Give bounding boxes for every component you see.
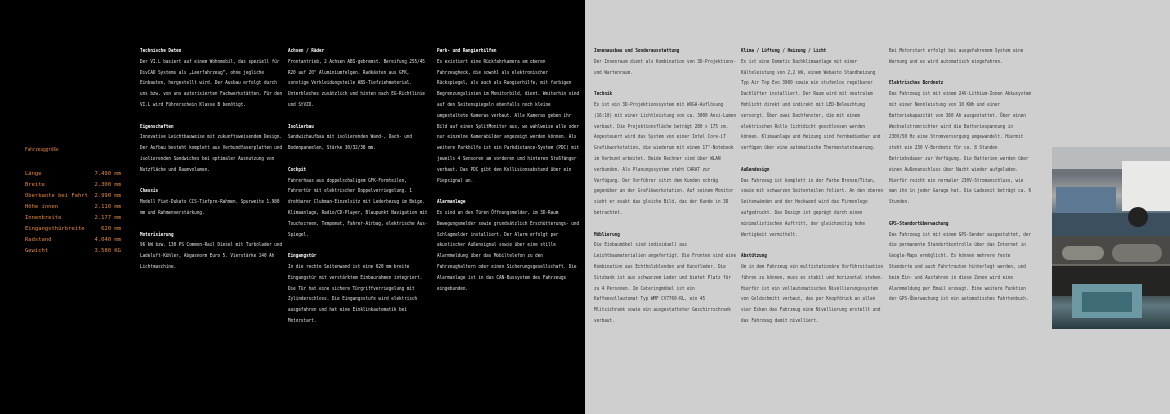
section-text: Bei Motorstart erfolgt bei ausgefahrenem System eine Warnung und es wird automatisch eingefahren.	[889, 48, 1024, 65]
section-text: 96 kW bzw. 130 PS Common-Rail Diesel mit Turbolader und Ladeluft-Kühler, Abgasnorm Euro 5. Vierstärke 140 Ah Lichtmaschine.	[140, 242, 283, 270]
left-column-1	[140, 46, 284, 284]
spec-row: Oberkante bei Fahrt 2.990 mm	[25, 193, 121, 200]
spec-row: Breite 2.300 mm	[25, 182, 121, 189]
section-text: Der VI.L basiert auf einem Wohnmobil, das speziell für DivCAD Systems als „Leerfahrzeug“, ohne jegliche Einbauten, hergestellt wird. Der Ausbau erfolgt durch uns bzw. von uns autorisierten Fachwerkstätten. Für den VI.L wird Führerschein Klasse B benötigt.	[140, 58, 283, 108]
vehicle-workshop-photo	[1052, 147, 1170, 236]
section-heading: Alarmanlage	[437, 199, 466, 206]
section-heading: Möblierung	[594, 231, 620, 238]
spec-row: Eingangsthürbreite 620 mm	[25, 226, 121, 233]
right-column-2	[741, 46, 885, 338]
vehicle-interior-photo	[1052, 236, 1170, 329]
section-text: Fahrerhaus aus doppelschaligem GFK-Formteilen, Fahrertür mit elektrischer Doppelverriegelung. 1 drehbarer Clubman-Einzelsitz mit Lederbezug im Beige. Klimaanlage, Radio/CD-Player, Blaupunkt Navigation mit Touchscreen, Tempomat, Fahrer-Airbag, elektrische Aus-Spiegel.	[288, 177, 428, 238]
right-column-3	[889, 46, 1033, 316]
spec-row: Gewicht 3.580 KG	[25, 248, 121, 255]
spec-row: Radstand 4.040 mm	[25, 237, 121, 244]
section-text: Die Einbaumöbel sind individuell aus Leichtbaumaterialien angefertigt. Die Fronten sind eine Kombination aus Echtholzblenden und Kunstleder. Die Sitzbank ist aus schwarzem Leder und bietet Platz für zu 4 Personen. Im Cateringmöbel ist ein Kaffeevollautomat Typ WMF CV7760-RL, ein 45 Mlitsichrank sowie ein ausgestatteter Geschirrschrank verbaut.	[594, 242, 737, 324]
section-text: Es existiert eine Rückfahrkamera am oberen Fahrzeugheck, die sowohl als elektronischer Rückspiegel, als auch als Rangierhilfe, mit farbigen Begrenzungslinien im Monitorbild, dient. Weiterhin sind auf den Seitenspiegeln ebenfalls noch kleine umgestaltete Kameras verbaut. Alle Kameras geben ihr Bild auf einen SplitMonitor aus, wo wahlweise alle oder nur einzelne Kamerabilder angezeigt werden können. Als weitere Parkhilfe ist ein Parkdistance-System (PDC) mit jeweils 4 Sensoren am vorderen und hinteren Stoßfänger verbaut. Das PDC gibt den Kollisionsabstand über ein Piepsignal an.	[437, 58, 580, 184]
section-text: Das Fahrzeug ist mit einem GPS-Sender ausgestattet, der die permanente Standortkontrolle über das Internet in Google-Maps ermöglicht. Es können mehrere feste Standorte und auch Fahrtrouten hinterlegt werden, und beim Ein- und Ausfahren in diese Zonen wird eine Alarmmeldung per Email erzeugt. Eine weitere Funktion der GPS-Überwachung ist ein automatisches Fahrtenbuch.	[889, 231, 1032, 303]
section-text: Innovative Leichtbauweise mit zukunftsweisendem Design. Der Aufbau besteht komplett aus Verbundfaserplatten und isolierenden Sandwiches bei optimaler Ausnutzung von Nutzfläche und Raumvolumen.	[140, 134, 283, 173]
section-heading: Technische Daten	[140, 48, 182, 54]
section-text: Frontantrieb, 2 Achsen ABS-gebremst. Bereifung 255/45 R20 auf 20" Aluminiumfelgen. Radkästen aus GFK, sonstige Verkleidungsteile ABS-Tiefziehmaterial. Unterbleches zusätzlich und hinten nach EG-Richtlinie und StVZO.	[288, 58, 425, 108]
vehicle-size-table	[25, 145, 121, 257]
section-heading: Eigenschaften	[140, 123, 174, 130]
specs-title: Fahrzeuggröße	[25, 147, 59, 153]
section-text: Das Fahrzeug ist mit einem 24V-Lithium-Ionen Akkusystem mit einer Nennleistung von 10 KWh und einer Batteriekapazität von 360 Ah ausgestattet. Über einen Wechselstromrichter wird die Batteriespannung in 230V/50 Hz eine Stromversorgung umgewandelt. Hiermit steht ein 230 V-Bordnetz für ca. 8 Stunden Betriebsdauer zur Verfügung. Die Batterien werden über einen Außenanschluss über Nacht wieder aufgeladen. Hierfür reicht ein normaler 230V-Stromanschluss, wie man ihn in jeder Garage hat. Die Ladezeit beträgt ca. 6 Stunden.	[889, 91, 1032, 206]
section-heading: Außendesign	[741, 166, 770, 173]
section-text: Sandwichaufbau mit isolierenden Wand-, Dach- und Bodenpaneelen, Stärke 30/32/38 mm.	[288, 134, 412, 152]
section-heading: Chassis	[140, 188, 159, 195]
spec-row: Innenbreite 2.177 mm	[25, 215, 121, 222]
section-heading: Achsen / Räder	[288, 48, 325, 54]
section-heading: GPS-Standortüberwachung	[889, 220, 949, 227]
section-text: Es ist ein 3D-Projektionssystem mit WXGA-Auflösung (16:10) mit einer Lichtleistung von ca. 3000 Ansi-Lumen verbaut. Die Projektionsfläche beträgt 280 x 175 cm. Angesteuert wird das System von einer Intel Core-i7 Grafikworkstation, die wiederum mit einem 17"-Notebook im Verbund arbeitet. Beide Rechner sind über WLAN verbunden. Als Planungssystem steht CARAT zur Verfügung. Der Vorführer sitzt dem Kunden schräg gegenüber an der Grafikworkstation. Auf seinem Monitor sieht er exakt das gleiche Bild, das der Kunde in 3D betrachtet.	[594, 101, 737, 216]
section-heading: Park- und Rangierhilfen	[437, 48, 497, 54]
section-heading: Klima / Lüftung / Heizung / Licht	[741, 48, 827, 54]
section-text: Es ist eine Dometic Dachklimaanlage mit einer Kälteleistung von 2,2 kW, einem Webasto Standheizung Typ Air Top Evo 3900 sowie ein stufenlos regelbarer Dachlüfter installiert. Der Raum wird mit neutralem Hohlicht direkt und indirekt mit LED-Beleuchtung versorgt. Über zwei Dachfenster, die mit einem elektrischen Rollo lichtdicht geschlossen werden können. Klimaanlage und Heizung sind fernbedienbar und verfügen über eine automatische Thermostatsteuerung.	[741, 58, 881, 152]
section-text: Modell Fiat-Dukato CCS-Tiefpre-Rahmen. Spurweite 1.980 mm und Rahmenverstärkung.	[140, 199, 280, 216]
section-heading: Cockpit	[288, 166, 307, 173]
left-column-3	[437, 46, 581, 305]
section-text: Es sind an den Türen Öffnungsmelder, im 3D-Raum Bewegungsmelder sowie grundsätzlich Erschütterungs- und Schlagmelder installiert. Der Alarm erfolgt per akustischer Außensignal sowie über eine stille Alarmmeldung über das Mobiltelefon zu den Fahrzeughaltern oder einen Sicherungsgesellschaft. Die Alarmanlage ist in das CAN-Bussystem des Fahrzeugs eingebunden.	[437, 209, 580, 292]
section-text: Das Fahrzeug ist komplett in der Farbe Bronze/Titan, sowie mit schwarzen Seitenteilen foliert. An den oberen Seitenwänden und der Heckwand wird das Firmenlogo aufgedruckt. Das Design ist geprägt durch einen minimalistischen Auftritt, der gleichzeitig hohe Wertigkeit vermittelt.	[741, 177, 884, 238]
section-text: In die rechte Seitenwand ist eine 620 mm breite Eingangstür mit verstärktem Einbaurahmen integriert. Die Tür hat eine sichere Türgriffverriegelung mit Zylinderschloss. Die Eingangsstufe wird elektrisch ausgefahren und hat eine Einklinkautomatik bei Motorstart.	[288, 263, 423, 324]
section-heading: Isolierbau	[288, 123, 314, 130]
section-heading: Technik	[594, 91, 613, 98]
section-heading: Innenausbau und Sonderausstattung	[594, 48, 680, 54]
section-text: Um in dem Fahrzeug ein multistationäre Vorführsituation führen zu können, muss es stabil und horizontal stehen. Hierfür ist ein vollautomatisches Nivellierungssystem von Goldschmitt verbaut, das per Knopfdruck an allen vier Ecken das Fahrzeug eine Nivellierung erstellt und das Fahrzeug damit nivelliert.	[741, 263, 884, 324]
right-column-1	[594, 46, 738, 338]
left-column-2	[288, 46, 432, 338]
section-heading: Abstützung	[741, 253, 767, 260]
section-heading: Eingangstür	[288, 253, 317, 260]
section-heading: Motorisierung	[140, 231, 174, 238]
spec-row: Höhe innen 2.110 mm	[25, 204, 121, 211]
section-heading: Elektrisches Bordnetz	[889, 80, 944, 87]
section-text: Der Innenraum dient als Kombination von 3D-Projektions- und Wartenraum.	[594, 58, 737, 76]
spec-row: Länge 7.490 mm	[25, 171, 121, 178]
